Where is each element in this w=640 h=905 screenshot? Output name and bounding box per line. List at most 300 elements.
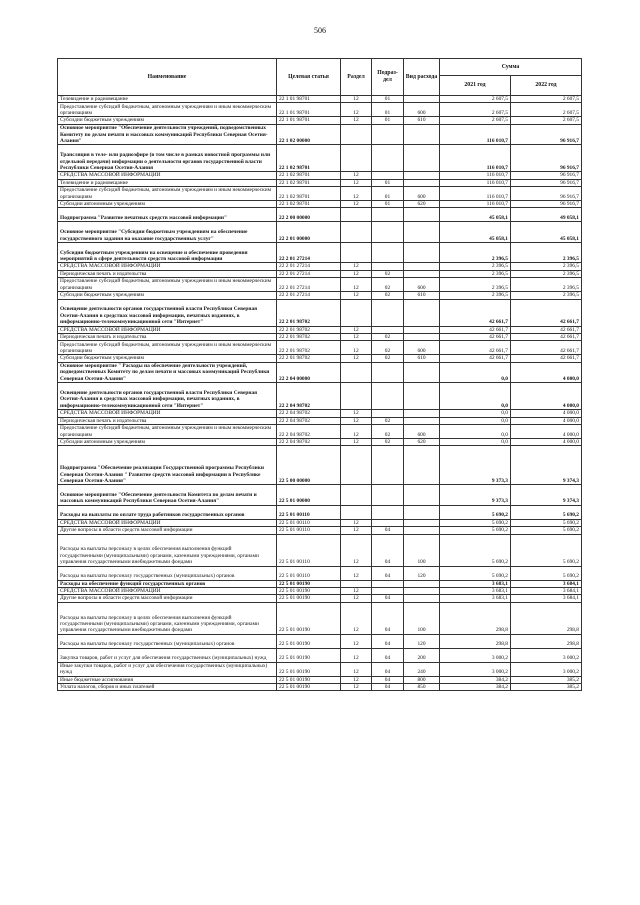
cell-code: 22 2 01 98702	[277, 355, 341, 362]
table-row	[58, 485, 582, 506]
cell-kind	[404, 417, 440, 424]
cell-name: Иные бюджетные ассигнования	[58, 676, 277, 683]
cell-y2: 298,8	[511, 602, 582, 634]
cell-sec	[341, 505, 372, 519]
cell-sub: 02	[372, 355, 404, 362]
header-year-2021: 2021 год	[440, 76, 511, 96]
cell-code: 22 1 02 98701	[277, 187, 341, 201]
cell-sec	[341, 485, 372, 506]
cell-code: 22 2 01 27214	[277, 278, 341, 292]
cell-name: Подпрограмма "Развитие печатных средств массовой информации"	[58, 208, 277, 222]
cell-sub: 04	[372, 662, 404, 676]
cell-y2: 298,8	[511, 634, 582, 648]
cell-y1: 2 607,5	[440, 96, 511, 103]
cell-code: 22 2 01 27214	[277, 270, 341, 277]
cell-sub: 02	[372, 341, 404, 355]
table-row	[58, 103, 582, 117]
cell-kind: 800	[404, 676, 440, 683]
cell-sub: 02	[372, 333, 404, 340]
cell-code: 22 2 04 00000	[277, 362, 341, 383]
cell-sec: 12	[341, 602, 372, 634]
cell-name: Предоставление субсидий бюджетным, автономным учреждениям и иным некоммерческим организациям	[58, 341, 277, 355]
cell-name: Телевидение и радиовещание	[58, 179, 277, 186]
cell-kind: 600	[404, 278, 440, 292]
cell-code: 22 2 00 00000	[277, 208, 341, 222]
cell-sec: 12	[341, 179, 372, 186]
cell-kind: 600	[404, 341, 440, 355]
table-row	[58, 383, 582, 410]
cell-y2: 96 916,7	[511, 124, 582, 145]
cell-sec: 12	[341, 534, 372, 566]
cell-name: Уплата налогов, сборов и иных платежей	[58, 684, 277, 691]
cell-y1: 3 000,2	[440, 648, 511, 662]
cell-name: Закупка товаров, работ и услуг для обеспечения государственных (муниципальных) нужд	[58, 648, 277, 662]
cell-name: СРЕДСТВА МАССОВОЙ ИНФОРМАЦИИ	[58, 519, 277, 526]
table-row	[58, 355, 582, 362]
cell-y2: 2 396,5	[511, 263, 582, 270]
cell-sec: 12	[341, 263, 372, 270]
cell-y1: 42 661,7	[440, 333, 511, 340]
cell-y2: 9 374,3	[511, 485, 582, 506]
cell-name: Расходы на выплаты персоналу в целях обеспечения выполнения функций государственными (муниципальными) органами, казенными учреждениями, органами управления государственными внебюджетными фондами	[58, 602, 277, 634]
cell-y2: 2 396,5	[511, 278, 582, 292]
cell-code: 22 5 01 00110	[277, 527, 341, 534]
cell-sub: 02	[372, 417, 404, 424]
cell-code: 22 2 04 98702	[277, 410, 341, 417]
cell-name: Субсидии автономным учреждениям	[58, 201, 277, 208]
table-row	[58, 222, 582, 243]
cell-code: 22 5 01 00190	[277, 602, 341, 634]
cell-sub: 02	[372, 270, 404, 277]
cell-sub: 01	[372, 179, 404, 186]
cell-sub	[372, 485, 404, 506]
cell-sub: 04	[372, 634, 404, 648]
cell-y1: 298,8	[440, 634, 511, 648]
cell-kind: 610	[404, 292, 440, 299]
cell-kind: 850	[404, 684, 440, 691]
table-row	[58, 362, 582, 383]
table-row	[58, 634, 582, 648]
cell-y1: 3 683,1	[440, 580, 511, 587]
cell-y1: 0,0	[440, 410, 511, 417]
cell-name: Трансляция в теле- или радиоэфире (в том числе в рамках новостной программы или отдельной передачи) информации о деятельности органов государственной власти Республики Северная Осетия-Алания	[58, 145, 277, 172]
cell-y1: 5 690,2	[440, 566, 511, 580]
cell-sec	[341, 580, 372, 587]
cell-kind	[404, 242, 440, 263]
page-number: 506	[314, 26, 326, 35]
cell-y1: 0,0	[440, 417, 511, 424]
cell-code: 22 5 01 00110	[277, 534, 341, 566]
table-row	[58, 424, 582, 438]
cell-sub	[372, 145, 404, 172]
cell-name: Основное мероприятие "Субсидии бюджетным учреждениям на обеспечение государственного задания на оказание государственных услуг"	[58, 222, 277, 243]
cell-y1: 116 010,7	[440, 145, 511, 172]
cell-sub	[372, 263, 404, 270]
cell-name: Основное мероприятие "Обеспечение деятельности Комитета по делам печати и массовых коммуникаций Республики Северная Осетия-Алания"	[58, 485, 277, 506]
table-row	[58, 676, 582, 683]
cell-y2: 42 661,7	[511, 333, 582, 340]
cell-sub: 04	[372, 648, 404, 662]
cell-kind: 620	[404, 201, 440, 208]
cell-kind	[404, 595, 440, 602]
cell-code: 22 5 01 00190	[277, 684, 341, 691]
cell-y2: 2 396,5	[511, 270, 582, 277]
cell-y2: 3 000,2	[511, 662, 582, 676]
cell-sec: 12	[341, 676, 372, 683]
header-year-2022: 2022 год	[511, 76, 582, 96]
cell-kind	[404, 383, 440, 410]
cell-sub	[372, 383, 404, 410]
cell-code: 22 5 00 00000	[277, 446, 341, 485]
cell-sec	[341, 222, 372, 243]
cell-sec: 12	[341, 333, 372, 340]
table-row	[58, 278, 582, 292]
cell-y2: 5 690,2	[511, 566, 582, 580]
cell-code: 22 2 01 27214	[277, 292, 341, 299]
table-row	[58, 124, 582, 145]
header-name: Наименование	[58, 59, 277, 96]
cell-sec: 12	[341, 424, 372, 438]
table-row	[58, 187, 582, 201]
cell-y2: 45 058,1	[511, 222, 582, 243]
cell-kind: 100	[404, 534, 440, 566]
cell-y2: 5 690,2	[511, 505, 582, 519]
cell-code: 22 1 02 98701	[277, 179, 341, 186]
cell-code: 22 5 01 00190	[277, 580, 341, 587]
cell-y2: 4 000,0	[511, 410, 582, 417]
cell-sub: 04	[372, 534, 404, 566]
cell-kind	[404, 179, 440, 186]
cell-kind: 610	[404, 117, 440, 124]
cell-sub	[372, 299, 404, 326]
cell-y1: 2 396,5	[440, 270, 511, 277]
table-row	[58, 438, 582, 445]
cell-y2: 4 000,0	[511, 424, 582, 438]
cell-sub	[372, 362, 404, 383]
cell-y1: 45 058,1	[440, 208, 511, 222]
cell-code: 22 5 01 00190	[277, 634, 341, 648]
cell-kind: 620	[404, 438, 440, 445]
cell-code: 22 2 01 98702	[277, 333, 341, 340]
cell-y2: 49 058,1	[511, 208, 582, 222]
cell-y2: 385,2	[511, 676, 582, 683]
cell-y1: 45 058,1	[440, 222, 511, 243]
cell-name: Освещение деятельности органов государственной власти Республики Северная Осетия-Алания в средствах массовой информации, печатных изданиях, в информационно-телекоммуникационной сети "Интернет"	[58, 299, 277, 326]
table-row	[58, 505, 582, 519]
cell-y2: 2 396,5	[511, 292, 582, 299]
cell-y1: 384,2	[440, 676, 511, 683]
cell-kind	[404, 299, 440, 326]
cell-sub: 01	[372, 103, 404, 117]
cell-name: Субсидии бюджетным учреждениям	[58, 355, 277, 362]
cell-sub	[372, 124, 404, 145]
cell-sub	[372, 222, 404, 243]
cell-y2: 96 916,7	[511, 201, 582, 208]
cell-sec: 12	[341, 270, 372, 277]
cell-sec: 12	[341, 566, 372, 580]
cell-name: Расходы на выплаты персоналу в целях обеспечения выполнения функций государственными (муниципальными) органами, казенными учреждениями, органами управления государственными внебюджетными фондами	[58, 534, 277, 566]
cell-code: 22 1 01 98701	[277, 117, 341, 124]
cell-sec: 12	[341, 187, 372, 201]
cell-y2: 4 000,0	[511, 438, 582, 445]
cell-y2: 42 661,7	[511, 299, 582, 326]
cell-y2: 3 684,1	[511, 595, 582, 602]
cell-kind: 120	[404, 634, 440, 648]
cell-sub: 04	[372, 602, 404, 634]
cell-sec: 12	[341, 355, 372, 362]
cell-code: 22 2 04 98702	[277, 424, 341, 438]
cell-code: 22 5 01 00190	[277, 587, 341, 594]
cell-y1: 5 690,2	[440, 534, 511, 566]
cell-code: 22 2 01 98702	[277, 326, 341, 333]
cell-name: СРЕДСТВА МАССОВОЙ ИНФОРМАЦИИ	[58, 587, 277, 594]
table-row	[58, 534, 582, 566]
cell-code: 22 2 01 27214	[277, 242, 341, 263]
cell-y1: 9 373,3	[440, 485, 511, 506]
cell-sec: 12	[341, 662, 372, 676]
table-row	[58, 326, 582, 333]
cell-name: Субсидии бюджетным учреждениям	[58, 117, 277, 124]
cell-code: 22 2 01 98702	[277, 299, 341, 326]
cell-kind: 200	[404, 648, 440, 662]
cell-y2: 5 690,2	[511, 527, 582, 534]
cell-sub: 04	[372, 684, 404, 691]
table-row	[58, 595, 582, 602]
cell-kind	[404, 587, 440, 594]
cell-sec: 12	[341, 341, 372, 355]
cell-name: Предоставление субсидий бюджетным, автономным учреждениям и иным некоммерческим организациям	[58, 278, 277, 292]
cell-y2: 5 690,2	[511, 534, 582, 566]
cell-sec: 12	[341, 292, 372, 299]
cell-y1: 0,0	[440, 383, 511, 410]
cell-code: 22 2 01 00000	[277, 222, 341, 243]
cell-sub	[372, 410, 404, 417]
cell-name: СРЕДСТВА МАССОВОЙ ИНФОРМАЦИИ	[58, 263, 277, 270]
table-header	[58, 59, 582, 96]
cell-y1: 3 683,1	[440, 587, 511, 594]
cell-y1: 2 607,5	[440, 103, 511, 117]
cell-sec: 12	[341, 587, 372, 594]
cell-kind	[404, 446, 440, 485]
table-row	[58, 417, 582, 424]
cell-code: 22 2 04 98702	[277, 383, 341, 410]
cell-name: Другие вопросы в области средств массовой информации	[58, 595, 277, 602]
cell-sec: 12	[341, 326, 372, 333]
cell-y2: 96 916,7	[511, 179, 582, 186]
cell-code: 22 5 01 00190	[277, 595, 341, 602]
cell-name: Субсидии автономным учреждениям	[58, 438, 277, 445]
cell-y1: 0,0	[440, 438, 511, 445]
cell-y2: 9 374,3	[511, 446, 582, 485]
cell-sec	[341, 299, 372, 326]
cell-sub: 02	[372, 292, 404, 299]
cell-sec: 12	[341, 684, 372, 691]
table-row	[58, 684, 582, 691]
cell-kind: 600	[404, 187, 440, 201]
cell-y2: 4 000,0	[511, 383, 582, 410]
table-row	[58, 587, 582, 594]
cell-code: 22 1 02 98701	[277, 145, 341, 172]
cell-code: 22 5 01 00000	[277, 485, 341, 506]
cell-name: Иные закупки товаров, работ и услуг для обеспечения государственных (муниципальных) нужд	[58, 662, 277, 676]
table-row	[58, 292, 582, 299]
table-row	[58, 263, 582, 270]
cell-sec: 12	[341, 438, 372, 445]
cell-sub: 01	[372, 117, 404, 124]
cell-y2: 2 396,5	[511, 242, 582, 263]
cell-sec: 12	[341, 519, 372, 526]
cell-sec: 12	[341, 172, 372, 179]
cell-sub: 02	[372, 424, 404, 438]
cell-sub	[372, 326, 404, 333]
cell-sub: 04	[372, 676, 404, 683]
cell-y2: 2 607,5	[511, 117, 582, 124]
cell-kind	[404, 208, 440, 222]
table-row	[58, 299, 582, 326]
cell-y1: 9 373,3	[440, 446, 511, 485]
cell-kind	[404, 519, 440, 526]
cell-kind	[404, 527, 440, 534]
cell-name: Субсидии бюджетным учреждениям на освещение и обеспечение проведения мероприятий в сфере деятельности средств массовой информации	[58, 242, 277, 263]
cell-y2: 96 916,7	[511, 145, 582, 172]
cell-y1: 42 661,7	[440, 326, 511, 333]
cell-sec: 12	[341, 117, 372, 124]
cell-y2: 2 607,5	[511, 103, 582, 117]
cell-kind: 240	[404, 662, 440, 676]
cell-y2: 96 916,7	[511, 187, 582, 201]
table-row	[58, 179, 582, 186]
cell-code: 22 1 01 98701	[277, 103, 341, 117]
cell-name: СРЕДСТВА МАССОВОЙ ИНФОРМАЦИИ	[58, 172, 277, 179]
cell-kind	[404, 96, 440, 103]
cell-sub	[372, 587, 404, 594]
cell-name: Периодическая печать и издательства	[58, 270, 277, 277]
cell-sec: 12	[341, 410, 372, 417]
cell-name: СРЕДСТВА МАССОВОЙ ИНФОРМАЦИИ	[58, 410, 277, 417]
cell-sec: 12	[341, 201, 372, 208]
cell-sub: 04	[372, 595, 404, 602]
cell-sub	[372, 208, 404, 222]
cell-sub	[372, 242, 404, 263]
cell-kind: 100	[404, 602, 440, 634]
cell-y2: 385,2	[511, 684, 582, 691]
cell-sub	[372, 505, 404, 519]
cell-name: Предоставление субсидий бюджетным, автономным учреждениям и иным некоммерческим организациям	[58, 103, 277, 117]
cell-y1: 3 000,2	[440, 662, 511, 676]
cell-y1: 116 010,7	[440, 187, 511, 201]
cell-kind	[404, 263, 440, 270]
cell-sec: 12	[341, 417, 372, 424]
cell-sec	[341, 124, 372, 145]
header-section: Раздел	[341, 59, 372, 96]
cell-y1: 116 010,7	[440, 201, 511, 208]
cell-y1: 116 010,7	[440, 179, 511, 186]
table-row	[58, 172, 582, 179]
cell-y1: 3 683,1	[440, 595, 511, 602]
cell-y2: 4 000,0	[511, 362, 582, 383]
cell-sub: 02	[372, 438, 404, 445]
cell-y1: 2 607,5	[440, 117, 511, 124]
cell-kind	[404, 410, 440, 417]
cell-sec	[341, 242, 372, 263]
cell-y1: 2 396,5	[440, 278, 511, 292]
cell-sec: 12	[341, 595, 372, 602]
cell-name: Освещение деятельности органов государственной власти Республики Северная Осетия-Алания в средствах массовой информации, печатных изданиях, в информационно-телекоммуникационной сети "Интернет"	[58, 383, 277, 410]
cell-code: 22 5 01 00110	[277, 505, 341, 519]
cell-sec	[341, 446, 372, 485]
table-body	[58, 96, 582, 691]
cell-name: Расходы на выплаты персоналу государственных (муниципальных) органов	[58, 634, 277, 648]
header-expense-kind: Вид расхода	[404, 59, 440, 96]
cell-kind: 120	[404, 566, 440, 580]
cell-name: Периодическая печать и издательства	[58, 417, 277, 424]
cell-y1: 5 690,2	[440, 519, 511, 526]
cell-kind	[404, 333, 440, 340]
cell-kind	[404, 124, 440, 145]
cell-name: Предоставление субсидий бюджетным, автономным учреждениям и иным некоммерческим организациям	[58, 187, 277, 201]
cell-code: 22 5 01 00190	[277, 676, 341, 683]
cell-y1: 116 010,7	[440, 172, 511, 179]
cell-y2: 5 690,2	[511, 519, 582, 526]
cell-sec: 12	[341, 103, 372, 117]
header-code: Целевая статья	[277, 59, 341, 96]
cell-sec	[341, 383, 372, 410]
cell-name: Периодическая печать и издательства	[58, 333, 277, 340]
table-row	[58, 333, 582, 340]
cell-sec: 12	[341, 527, 372, 534]
cell-sub	[372, 580, 404, 587]
cell-sub: 01	[372, 201, 404, 208]
cell-sub: 04	[372, 566, 404, 580]
cell-kind	[404, 270, 440, 277]
cell-y2: 42 661,7	[511, 341, 582, 355]
cell-name: СРЕДСТВА МАССОВОЙ ИНФОРМАЦИИ	[58, 326, 277, 333]
cell-sub: 01	[372, 96, 404, 103]
table-row	[58, 270, 582, 277]
cell-kind	[404, 222, 440, 243]
cell-sec: 12	[341, 96, 372, 103]
cell-name: Предоставление субсидий бюджетным, автономным учреждениям и иным некоммерческим организациям	[58, 424, 277, 438]
cell-code: 22 1 01 98701	[277, 96, 341, 103]
budget-table	[57, 58, 582, 691]
header-subsection: Подраз-дел	[372, 59, 404, 96]
cell-sec: 12	[341, 648, 372, 662]
cell-code: 22 2 01 27214	[277, 263, 341, 270]
cell-name: Расходы на обеспечение функций государственных органов	[58, 580, 277, 587]
cell-y2: 96 916,7	[511, 172, 582, 179]
cell-kind: 610	[404, 355, 440, 362]
cell-y2: 42 661,7	[511, 326, 582, 333]
table-row	[58, 566, 582, 580]
cell-sub	[372, 446, 404, 485]
cell-name: Телевидение и радиовещание	[58, 96, 277, 103]
table-row	[58, 580, 582, 587]
cell-y1: 5 690,2	[440, 527, 511, 534]
table-row	[58, 648, 582, 662]
table-row	[58, 208, 582, 222]
cell-y1: 298,8	[440, 602, 511, 634]
cell-y2: 3 000,2	[511, 648, 582, 662]
table-row	[58, 145, 582, 172]
cell-kind: 600	[404, 103, 440, 117]
cell-kind: 600	[404, 424, 440, 438]
table-row	[58, 341, 582, 355]
cell-name: Подпрограмма "Обеспечение реализации Государственной программы Республики Северная Осетия-Алания " Развитие средств массовой информации в Республике Северная Осетия-Алания"	[58, 446, 277, 485]
cell-kind	[404, 505, 440, 519]
cell-sub	[372, 519, 404, 526]
cell-code: 22 5 01 00110	[277, 519, 341, 526]
cell-name: Основное мероприятие " Расходы на обеспечение деятельности учреждений, подведомственных Комитету по делам печати и массовых коммуникаций Республики Северная Осетия-Алания"	[58, 362, 277, 383]
